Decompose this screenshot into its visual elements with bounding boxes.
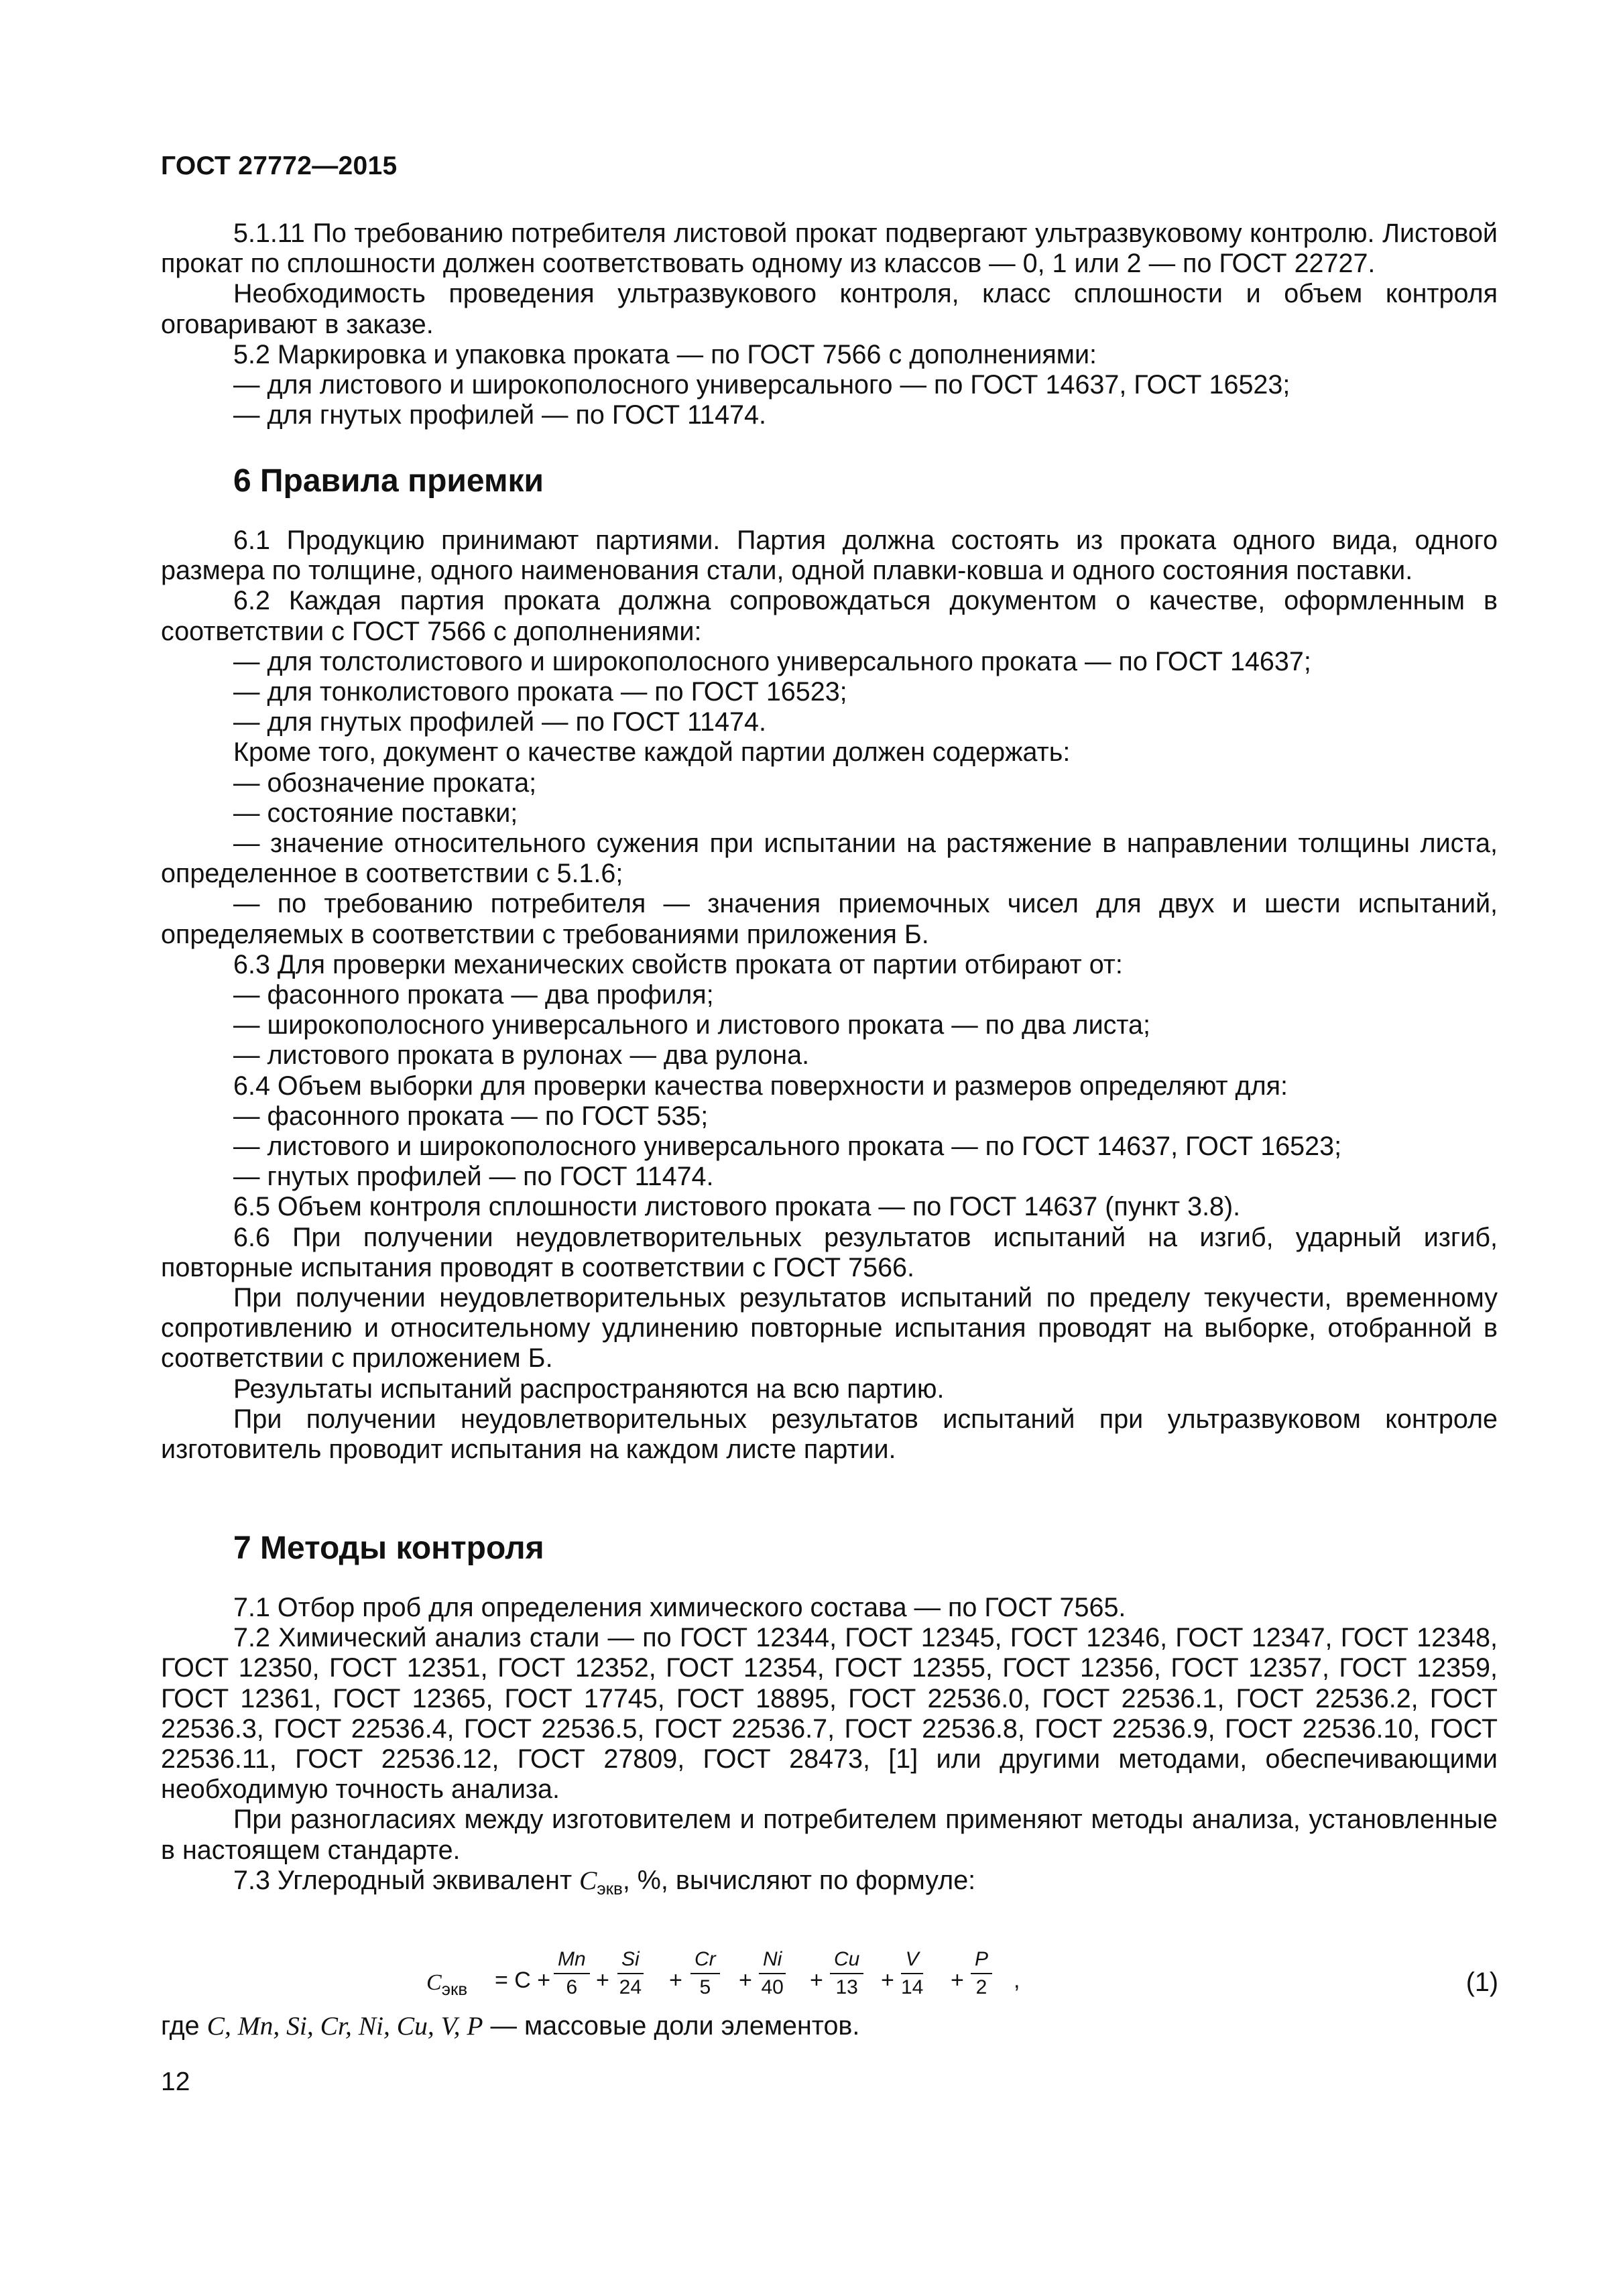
page-number: 12 bbox=[161, 2067, 190, 2096]
paragraph: 6.5 Объем контроля сплошности листового проката — по ГОСТ 14637 (пункт 3.8). bbox=[233, 1192, 1241, 1222]
list-item: — гнутых профилей — по ГОСТ 11474. bbox=[233, 1162, 714, 1192]
formula-term: $\frac{Mn}{6}$ bbox=[554, 1947, 590, 2000]
paragraph: При получении неудовлетворительных результатов испытаний при ультразвуковом контроле изготовитель проводит испытания на каждом листе партии. bbox=[161, 1404, 1498, 1465]
plus-sign: + bbox=[669, 1968, 682, 1993]
list-item: — значение относительного сужения при испытании на растяжение в направлении толщины листа, определенное в соответствии с 5.1.6; bbox=[161, 829, 1498, 889]
formula-lhs: $C_{экв}$ bbox=[426, 1970, 468, 1999]
section-7-body bbox=[161, 1593, 1498, 1904]
paragraph: 6.2 Каждая партия проката должна сопровождаться документом о качестве, оформленным в соответствии с ГОСТ 7566 с дополнениями: bbox=[161, 586, 1498, 646]
formula-legend bbox=[161, 2011, 1498, 2041]
legend-prefix: где bbox=[161, 2011, 207, 2041]
paragraph: 5.1.11 По требованию потребителя листовой прокат подвергают ультразвуковому контролю. Листовой прокат по сплошности должен соответствовать одному из классов — 0, 1 или 2 — по ГОСТ 22727. bbox=[161, 219, 1498, 279]
paragraph: 6.3 Для проверки механических свойств проката от партии отбирают от: bbox=[233, 949, 1123, 979]
list-item: — для толстолистового и широкополосного универсального проката — по ГОСТ 14637; bbox=[233, 646, 1311, 676]
list-item: — широкополосного универсального и листового проката — по два листа; bbox=[233, 1010, 1150, 1040]
section-6-body bbox=[161, 526, 1498, 1465]
carbon-equivalent-subscript: экв bbox=[597, 1878, 623, 1898]
list-item: — для листового и широкополосного универсального — по ГОСТ 14637, ГОСТ 16523; bbox=[233, 370, 1290, 400]
formula-term: $\frac{Cr}{5}$ bbox=[690, 1947, 720, 2000]
section-6-heading: 6 Правила приемки bbox=[233, 463, 544, 499]
section-7-heading: 7 Методы контроля bbox=[233, 1530, 544, 1566]
paragraph bbox=[161, 1866, 1498, 1904]
paragraph bbox=[161, 2011, 1498, 2041]
formula-intro-tail: , %, вычисляют по формуле: bbox=[622, 1865, 976, 1895]
equation-number: (1) bbox=[1465, 1968, 1498, 1997]
paragraph: 6.4 Объем выборки для проверки качества поверхности и размеров определяют для: bbox=[233, 1071, 1288, 1101]
list-item: — листового и широкополосного универсального проката — по ГОСТ 14637, ГОСТ 16523; bbox=[233, 1132, 1342, 1162]
paragraph: 5.2 Маркировка и упаковка проката — по ГОСТ 7566 с дополнениями: bbox=[233, 339, 1097, 369]
list-item: — состояние поставки; bbox=[233, 798, 518, 828]
paragraph: Результаты испытаний распространяются на всю партию. bbox=[233, 1374, 945, 1404]
formula-term: $\frac{Ni}{40}$ bbox=[759, 1947, 786, 2000]
paragraph: При получении неудовлетворительных результатов испытаний по пределу текучести, временному сопротивлению и относительному удлинению повторные испытания проводят на выборке, отобранной в соответствии с приложением Б. bbox=[161, 1283, 1498, 1374]
list-item: — для гнутых профилей — по ГОСТ 11474. bbox=[233, 707, 766, 737]
section-5-tail bbox=[161, 219, 1498, 430]
plus-sign: + bbox=[951, 1968, 964, 1993]
paragraph: 6.6 При получении неудовлетворительных результатов испытаний на изгиб, ударный изгиб, повторные испытания проводят в соответствии с ГОСТ 7566. bbox=[161, 1222, 1498, 1282]
formula-term: $\frac{Si}{24}$ bbox=[617, 1947, 644, 2000]
list-item: — обозначение проката; bbox=[233, 768, 537, 798]
paragraph: При разногласиях между изготовителем и потребителем применяют методы анализа, установленные в настоящем стандарте. bbox=[161, 1805, 1498, 1865]
paragraph: Необходимость проведения ультразвукового контроля, класс сплошности и объем контроля оговаривают в заказе. bbox=[161, 279, 1498, 339]
list-item: — по требованию потребителя — значения приемочных чисел для двух и шести испытаний, определяемых в соответствии с требованиями приложения Б. bbox=[161, 889, 1498, 949]
paragraph: 7.1 Отбор проб для определения химического состава — по ГОСТ 7565. bbox=[233, 1593, 1126, 1622]
carbon-equivalent-symbol: C bbox=[579, 1865, 597, 1895]
formula-term: $\frac{P}{2}$ bbox=[971, 1947, 992, 2000]
formula-equals-c: = C + bbox=[495, 1968, 551, 1993]
legend-symbols: C, Mn, Si, Cr, Ni, Cu, V, P bbox=[206, 2011, 483, 2041]
formula-intro-text: 7.3 Углеродный эквивалент bbox=[233, 1865, 580, 1895]
formula-trailing-comma: , bbox=[1014, 1968, 1020, 1993]
list-item: — для тонколистового проката — по ГОСТ 16523; bbox=[233, 677, 847, 707]
list-item: — листового проката в рулонах — два рулона. bbox=[233, 1040, 810, 1071]
list-item: — фасонного проката — два профиля; bbox=[233, 980, 714, 1010]
formula-term: $\frac{V}{14}$ bbox=[901, 1948, 924, 1998]
plus-sign: + bbox=[881, 1968, 894, 1993]
plus-sign: + bbox=[810, 1968, 823, 1993]
paragraph: 7.2 Химический анализ стали — по ГОСТ 12344, ГОСТ 12345, ГОСТ 12346, ГОСТ 12347, ГОСТ 12348, ГОСТ 12350, ГОСТ 12351, ГОСТ 12352, ГОСТ 12354, ГОСТ 12355, ГОСТ 12356, ГОСТ 12357, ГОСТ 12359, ГОСТ 12361, ГОСТ 12365, ГОСТ 17745, ГОСТ 18895, ГОСТ 22536.0, ГОСТ 22536.1, ГОСТ 22536.2, ГОСТ 22536.3, ГОСТ 22536.4, ГОСТ 22536.5, ГОСТ 22536.7, ГОСТ 22536.8, ГОСТ 22536.9, ГОСТ 22536.10, ГОСТ 22536.11, ГОСТ 22536.12, ГОСТ 27809, ГОСТ 28473, [1] или другими методами, обеспечивающими необходимую точность анализа. bbox=[161, 1623, 1498, 1805]
legend-suffix: — массовые доли элементов. bbox=[483, 2011, 860, 2041]
formula-term: $\frac{Cu}{13}$ bbox=[830, 1947, 863, 2000]
plus-sign: + bbox=[596, 1968, 609, 1993]
document-header: ГОСТ 27772—2015 bbox=[161, 152, 398, 180]
paragraph: Кроме того, документ о качестве каждой партии должен содержать: bbox=[233, 737, 1071, 768]
plus-sign: + bbox=[739, 1968, 752, 1993]
paragraph: 6.1 Продукцию принимают партиями. Партия должна состоять из проката одного вида, одного размера по толщине, одного наименования стали, одной плавки-ковша и одного состояния поставки. bbox=[161, 526, 1498, 586]
list-item: — фасонного проката — по ГОСТ 535; bbox=[233, 1101, 709, 1131]
list-item: — для гнутых профилей — по ГОСТ 11474. bbox=[233, 400, 766, 430]
